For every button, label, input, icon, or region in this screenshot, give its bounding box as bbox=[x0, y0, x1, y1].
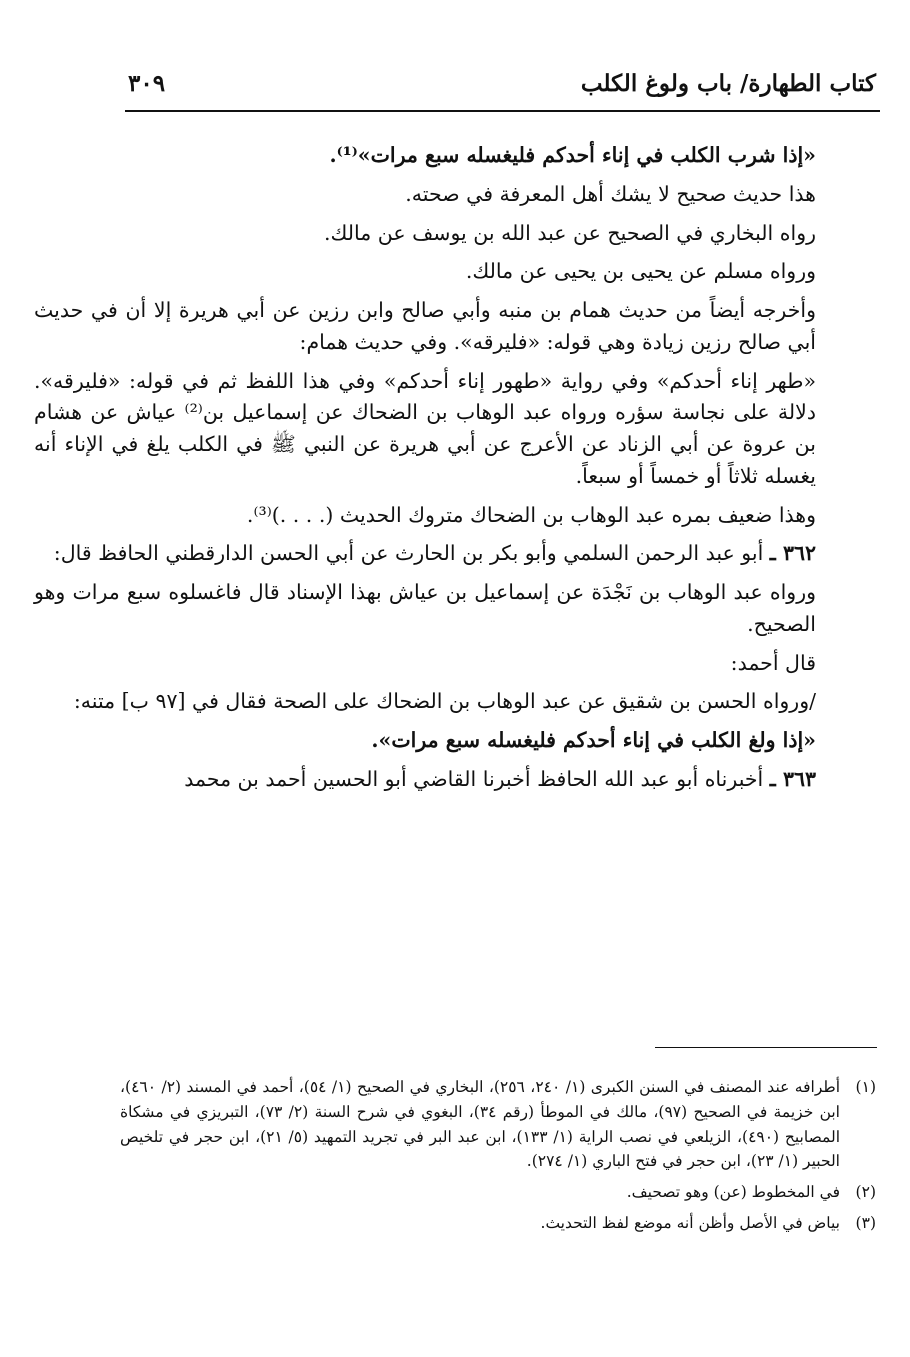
paragraph-qala-ahmad: قال أحمد: bbox=[730, 650, 816, 675]
main-text bbox=[34, 140, 876, 803]
footnote-item bbox=[120, 1211, 876, 1236]
hadith-362-text: أبو عبد الرحمن السلمي وأبو بكر بن الحارث عن أبي الحسن الدارقطني الحافظ قال: bbox=[53, 541, 764, 566]
running-title: كتاب الطهارة/ باب ولوغ الكلب bbox=[580, 70, 876, 97]
paragraph-muslim: ورواه مسلم عن يحيى بن يحيى عن مالك. bbox=[465, 259, 816, 284]
paragraph-takhrij: وأخرجه أيضاً من حديث همام بن منبه وأبي صالح وابن رزين عن أبي هريرة إلا أن في حديث أبي صالح رزين زيادة وهي قوله: «فليرقه». وفي حديث همام: bbox=[34, 298, 816, 354]
hadith-363 bbox=[34, 764, 876, 796]
paragraph-bukhari: رواه البخاري في الصحيح عن عبد الله بن يوسف عن مالك. bbox=[323, 220, 816, 245]
hadith-363-text: أخبرناه أبو عبد الله الحافظ أخبرنا القاضي أبو الحسين أحمد بن محمد bbox=[184, 767, 764, 792]
footnote-marker: (١) bbox=[855, 1078, 876, 1096]
footnote-marker: (٣) bbox=[855, 1213, 876, 1232]
paragraph-najda: ورواه عبد الوهاب بن نَجْدَة عن إسماعيل بن عياش بهذا الإسناد قال فاغسلوه سبع مرات وهو الصحيح. bbox=[34, 580, 816, 636]
paragraph-authenticity: هذا حديث صحيح لا يشك أهل المعرفة في صحته. bbox=[405, 181, 816, 206]
paragraph-variant-wording: «طهر إناء أحدكم» وفي رواية «طهور إناء أحدكم» وفي هذا اللفظ ثم في قوله: «فليرقه». دلالة على نجاسة سؤره ورواه عبد الوهاب بن الضحاك عن إسماعيل بن⁽²⁾ عياش عن هشام بن عروة عن أبي الزناد عن الأعرج عن أبي هريرة عن النبي ﷺ في الكلب يلغ في الإناء أنه يغسله ثلاثاً أو خمساً أو سبعاً. bbox=[34, 368, 816, 488]
paragraph-weakness: وهذا ضعيف بمره عبد الوهاب بن الضحاك متروك الحديث (. . . .)⁽³⁾. bbox=[246, 502, 816, 527]
footnote-item bbox=[120, 1075, 876, 1174]
paragraph-hasan-bin-shaqiq: /ورواه الحسن بن شقيق عن عبد الوهاب بن الضحاك على الصحة فقال في [٩٧ ب] متنه: bbox=[73, 689, 816, 714]
hadith-quote-1: «إذا شرب الكلب في إناء أحدكم فليغسله سبع مرات»⁽¹⁾. bbox=[329, 143, 816, 167]
footnote-text: بياض في الأصل وأظن أنه موضع لفظ التحديث. bbox=[540, 1213, 840, 1232]
hadith-number-362: ٣٦٢ ـ bbox=[769, 541, 816, 566]
footnote-item bbox=[120, 1180, 876, 1205]
hadith-quote-2: «إذا ولغ الكلب في إناء أحدكم فليغسله سبع مرات». bbox=[371, 728, 816, 753]
header-rule bbox=[125, 110, 880, 112]
footnote-text: أطرافه عند المصنف في السنن الكبرى (١/ ٢٤٠، ٢٥٦)، البخاري في الصحيح (١/ ٥٤)، أحمد في المسند (٢/ ٤٦٠)، ابن خزيمة في الصحيح (٩٧)، مالك في الموطأ (رقم ٣٤)، البغوي في شرح السنة (٢/ ٧٣)، التبريزي في مشكاة المصابيح (٤٩٠)، الزيلعي في نصب الراية (١/ ١٣٣)، ابن عبد البر في تجريد التمهيد (٥/ ٢١)، ابن حجر في تلخيص الحبير (١/ ٢٣)، ابن حجر في فتح الباري (١/ ٢٧٤). bbox=[120, 1078, 841, 1171]
footnote-text: في المخطوط (عن) وهو تصحيف. bbox=[626, 1183, 840, 1202]
hadith-362 bbox=[34, 538, 876, 570]
footnote-separator bbox=[655, 1047, 877, 1048]
page-number: ٣٠٩ bbox=[128, 70, 166, 97]
footnote-marker: (٢) bbox=[855, 1183, 876, 1202]
footnotes bbox=[120, 1075, 876, 1242]
hadith-number-363: ٣٦٣ ـ bbox=[769, 767, 816, 792]
